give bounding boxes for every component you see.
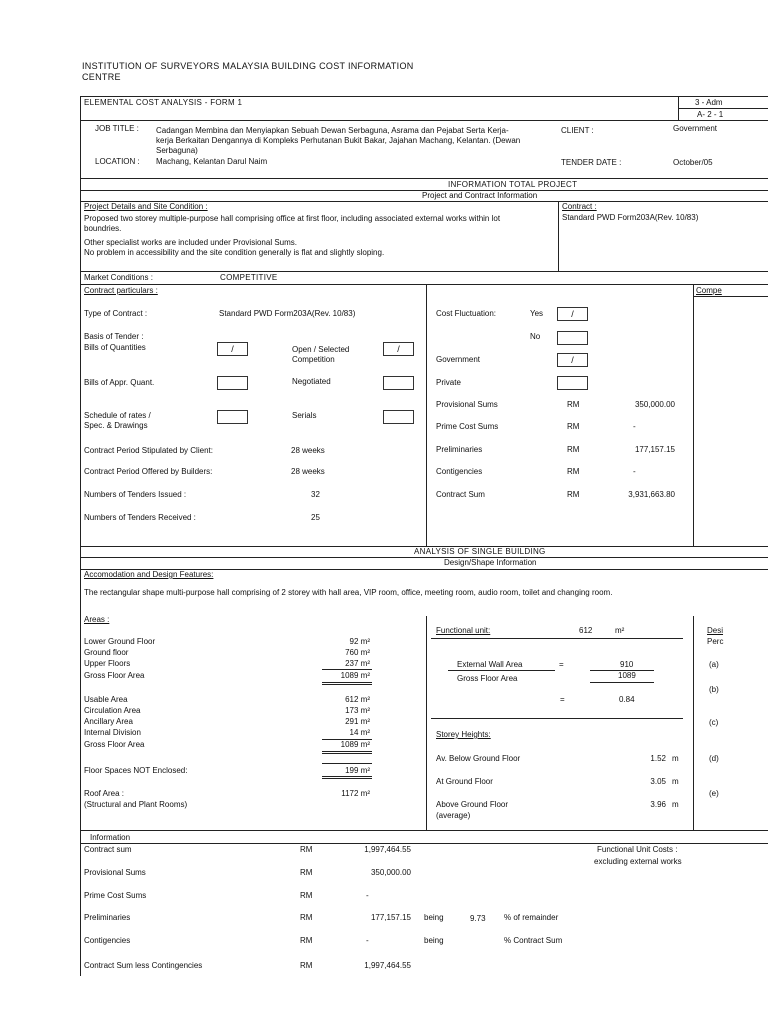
area-value: 1089 m²	[340, 671, 370, 680]
area-sum-line	[322, 684, 372, 685]
info-row-currency: RM	[300, 891, 313, 900]
compe-label: Compe	[696, 286, 722, 295]
contract-label: Contract :	[562, 202, 597, 211]
area-label: Gross Floor Area	[84, 740, 145, 749]
being-label-1: being	[424, 913, 444, 922]
area-value: 173 m²	[345, 706, 370, 715]
areas-label: Areas :	[84, 615, 110, 624]
area-value: 291 m²	[345, 717, 370, 726]
area-sum-line	[322, 682, 372, 683]
form-code-2: A- 2 - 1	[697, 110, 724, 119]
form-code-1: 3 - Adm	[695, 98, 723, 107]
area-label: Floor Spaces NOT Enclosed:	[84, 766, 188, 775]
period-client-value: 28 weeks	[291, 446, 325, 455]
type-of-contract-label: Type of Contract :	[84, 309, 148, 318]
analysis-mid-line	[80, 557, 768, 558]
type-of-contract-value: Standard PWD Form203A(Rev. 10/83)	[219, 309, 356, 318]
period-client-label: Contract Period Stipulated by Client:	[84, 446, 213, 455]
storey-value: 1.52	[650, 754, 666, 763]
private-label: Private	[436, 378, 461, 387]
functional-unit-costs-label: Functional Unit Costs :	[597, 845, 678, 854]
money-row-currency: RM	[567, 445, 580, 454]
no-checkbox[interactable]	[557, 331, 588, 345]
compe-divider	[693, 284, 694, 546]
client-label: CLIENT :	[561, 126, 594, 135]
info-row-label: Contract sum	[84, 845, 132, 854]
money-row-currency: RM	[567, 400, 580, 409]
project-details-label: Project Details and Site Condition :	[84, 202, 208, 211]
money-row-value: -	[633, 467, 636, 476]
government-checkbox[interactable]: /	[557, 353, 588, 367]
money-row-value: 350,000.00	[634, 400, 675, 409]
open-competition-checkbox[interactable]: /	[383, 342, 414, 356]
area-sum-line	[322, 669, 372, 670]
side-letter: (c)	[709, 718, 719, 727]
tenders-issued-value: 32	[311, 490, 320, 499]
negotiated-checkbox[interactable]	[383, 376, 414, 390]
schedule-label-1: Schedule of rates /	[84, 411, 151, 420]
info-row-currency: RM	[300, 936, 313, 945]
info-row-label: Contigencies	[84, 936, 131, 945]
gfa-ratio-value: 1089	[618, 671, 636, 680]
info-row-value: -	[366, 891, 369, 900]
info-row-label: Provisional Sums	[84, 868, 146, 877]
yes-label: Yes	[530, 309, 544, 318]
bills-appr-label: Bills of Appr. Quant.	[84, 378, 155, 387]
ratio-bottom-line	[590, 682, 654, 683]
storey-average-label: (average)	[436, 811, 471, 820]
serials-label: Serials	[292, 411, 317, 420]
money-row-currency: RM	[567, 490, 580, 499]
external-wall-equals: =	[559, 660, 564, 669]
being-suffix-2: % Contract Sum	[504, 936, 563, 945]
money-row-value: 3,931,663.80	[628, 490, 675, 499]
negotiated-label: Negotiated	[292, 377, 331, 386]
info-top-line	[80, 178, 768, 179]
area-label: Gross Floor Area	[84, 671, 145, 680]
design-shape-subheading: Design/Shape Information	[444, 558, 537, 567]
money-row-label: Contigencies	[436, 467, 483, 476]
open-competition-label-2: Competition	[292, 355, 335, 364]
serials-checkbox[interactable]	[383, 410, 414, 424]
storey-label: At Ground Floor	[436, 777, 493, 786]
info-row-currency: RM	[300, 961, 313, 970]
info-row-label: Preliminaries	[84, 913, 131, 922]
particulars-divider	[426, 284, 427, 546]
bills-appr-checkbox[interactable]	[217, 376, 248, 390]
yes-checkbox[interactable]: /	[557, 307, 588, 321]
contract-value: Standard PWD Form203A(Rev. 10/83)	[562, 213, 699, 222]
job-title-line3: Serbaguna)	[156, 146, 198, 155]
areas-divider	[426, 616, 427, 830]
money-row-currency: RM	[567, 467, 580, 476]
storey-heights-label: Storey Heights:	[436, 730, 491, 739]
side-letter: (b)	[709, 685, 719, 694]
frame-left	[80, 96, 81, 976]
money-row-value: 177,157.15	[634, 445, 675, 454]
market-label: Market Conditions :	[84, 273, 153, 282]
title-bottom-line	[80, 120, 768, 121]
storey-label: Av. Below Ground Floor	[436, 754, 521, 763]
functional-unit-costs-note: excluding external works	[594, 857, 682, 866]
being-label-2: being	[424, 936, 444, 945]
ratio-equals: =	[560, 695, 565, 704]
area-sum-line	[322, 778, 372, 779]
area-value: 199 m²	[345, 766, 370, 775]
money-row-currency: RM	[567, 422, 580, 431]
functional-unit-line	[431, 638, 683, 639]
area-label: Circulation Area	[84, 706, 141, 715]
info-row-currency: RM	[300, 913, 313, 922]
institution-title-line1: INSTITUTION OF SURVEYORS MALAYSIA BUILDING COST INFORMATION	[82, 61, 414, 71]
info-row-value: 1,997,464.55	[364, 845, 411, 854]
area-value: 1172 m²	[341, 789, 370, 798]
schedule-label-2: Spec. & Drawings	[84, 421, 148, 430]
info-row-currency: RM	[300, 845, 313, 854]
external-wall-label: External Wall Area	[457, 660, 523, 669]
area-value: 14 m²	[349, 728, 370, 737]
frame-top	[80, 96, 768, 97]
being-value-1: 9.73	[470, 914, 486, 923]
side-letter: (a)	[709, 660, 719, 669]
info-row-value: 177,157.15	[370, 913, 411, 922]
open-competition-label-1: Open / Selected	[292, 345, 350, 354]
area-sum-line	[322, 751, 372, 752]
contract-divider	[558, 201, 559, 271]
contract-particulars-label: Contract particulars :	[84, 286, 158, 295]
particulars-top-line	[80, 284, 768, 285]
external-wall-value: 910	[620, 660, 634, 669]
area-value: 237 m²	[345, 659, 370, 668]
area-label: (Structural and Plant Rooms)	[84, 800, 188, 809]
money-row-value: -	[633, 422, 636, 431]
market-value: COMPETITIVE	[220, 273, 278, 282]
info-row-value: 1,997,464.55	[364, 961, 411, 970]
area-label: Ancillary Area	[84, 717, 133, 726]
job-title-label: JOB TITLE :	[95, 124, 139, 133]
info-row-currency: RM	[300, 868, 313, 877]
market-top-line	[80, 271, 768, 272]
code-row-line	[678, 108, 768, 109]
job-title-line2: kerja Berkaitan Dengannya di Kompleks Perhutanan Bukit Bakar, Jajahan Machang, Kelantan. (Dewan	[156, 136, 521, 145]
area-label: Roof Area :	[84, 789, 125, 798]
storey-top-line	[431, 718, 683, 719]
area-sum-line	[322, 753, 372, 754]
boq-checkbox[interactable]: /	[217, 342, 248, 356]
money-row-label: Provisional Sums	[436, 400, 498, 409]
accom-label: Accomodation and Design Features:	[84, 570, 214, 579]
area-label: Internal Division	[84, 728, 141, 737]
storey-value: 3.05	[650, 777, 666, 786]
area-sum-line	[322, 776, 372, 777]
money-row-label: Preliminaries	[436, 445, 483, 454]
basis-of-tender-label: Basis of Tender :	[84, 332, 144, 341]
info-total-heading: INFORMATION TOTAL PROJECT	[448, 180, 578, 189]
cost-fluctuation-label: Cost Fluctuation:	[436, 309, 497, 318]
tender-date-value: October/05	[673, 158, 713, 167]
functional-unit-label: Functional unit:	[436, 626, 491, 635]
ratio-value: 0.84	[619, 695, 635, 704]
private-checkbox[interactable]	[557, 376, 588, 390]
area-sum-line	[322, 763, 372, 764]
client-value: Government	[673, 124, 718, 133]
gfa-ratio-label: Gross Floor Area	[457, 674, 518, 683]
ratio-line	[448, 670, 555, 671]
location-value: Machang, Kelantan Darul Naim	[156, 157, 268, 166]
information-sub-line	[80, 843, 768, 844]
institution-title-line2: CENTRE	[82, 72, 121, 82]
compe-underline	[693, 296, 768, 297]
government-label: Government	[436, 355, 481, 364]
info-row-value: 350,000.00	[370, 868, 411, 877]
storey-value: 3.96	[650, 800, 666, 809]
side-letter: (d)	[709, 754, 719, 763]
analysis-heading: ANALYSIS OF SINGLE BUILDING	[414, 547, 546, 556]
accom-text: The rectangular shape multi-purpose hall comprising of 2 storey with hall area, VIP room, office, meeting room, audio room, toilet and changing room.	[84, 588, 613, 597]
area-value: 612 m²	[345, 695, 370, 704]
functional-unit-value: 612	[579, 626, 593, 635]
storey-label: Above Ground Floor	[436, 800, 509, 809]
boq-label: Bills of Quantities	[84, 343, 146, 352]
design-label: Desi	[707, 626, 724, 635]
info-row-label: Prime Cost Sums	[84, 891, 147, 900]
tenders-received-label: Numbers of Tenders Received :	[84, 513, 196, 522]
area-label: Ground floor	[84, 648, 129, 657]
project-contract-subheading: Project and Contract Information	[422, 191, 538, 200]
money-row-label: Contract Sum	[436, 490, 485, 499]
job-title-line1: Cadangan Membina dan Menyiapkan Sebuah Dewan Serbaguna, Asrama dan Pejabat Serta Kerja-	[156, 126, 509, 135]
area-label: Lower Ground Floor	[84, 637, 156, 646]
side-letter: (e)	[709, 789, 719, 798]
tender-date-label: TENDER DATE :	[561, 158, 622, 167]
storey-unit: m	[672, 777, 679, 786]
form-title: ELEMENTAL COST ANALYSIS - FORM 1	[84, 98, 243, 107]
info-row-value: -	[366, 936, 369, 945]
no-label: No	[530, 332, 541, 341]
money-row-label: Prime Cost Sums	[436, 422, 499, 431]
design-divider	[693, 616, 694, 830]
storey-unit: m	[672, 754, 679, 763]
period-builders-label: Contract Period Offered by Builders:	[84, 467, 213, 476]
information-heading: Information	[90, 833, 131, 842]
period-builders-value: 28 weeks	[291, 467, 325, 476]
project-details-line2: boundries.	[84, 224, 122, 233]
information-top-line	[80, 830, 768, 831]
area-label: Usable Area	[84, 695, 128, 704]
tenders-issued-label: Numbers of Tenders Issued :	[84, 490, 187, 499]
area-label: Upper Floors	[84, 659, 131, 668]
location-label: LOCATION :	[95, 157, 140, 166]
storey-unit: m	[672, 800, 679, 809]
area-value: 1089 m²	[340, 740, 370, 749]
tenders-received-value: 25	[311, 513, 320, 522]
being-suffix-1: % of remainder	[504, 913, 559, 922]
schedule-checkbox[interactable]	[217, 410, 248, 424]
project-details-line1: Proposed two storey multiple-purpose hall comprising office at first floor, including associated external works within lot	[84, 214, 501, 223]
area-value: 92 m²	[349, 637, 370, 646]
info-row-label: Contract Sum less Contingencies	[84, 961, 203, 970]
project-details-line4: No problem in accessibility and the site condition generally is flat and slightly sloping.	[84, 248, 385, 257]
percentage-label: Perc	[707, 637, 724, 646]
area-value: 760 m²	[345, 648, 370, 657]
functional-unit-unit: m²	[615, 626, 625, 635]
project-details-line3: Other specialist works are included under Provisional Sums.	[84, 238, 297, 247]
